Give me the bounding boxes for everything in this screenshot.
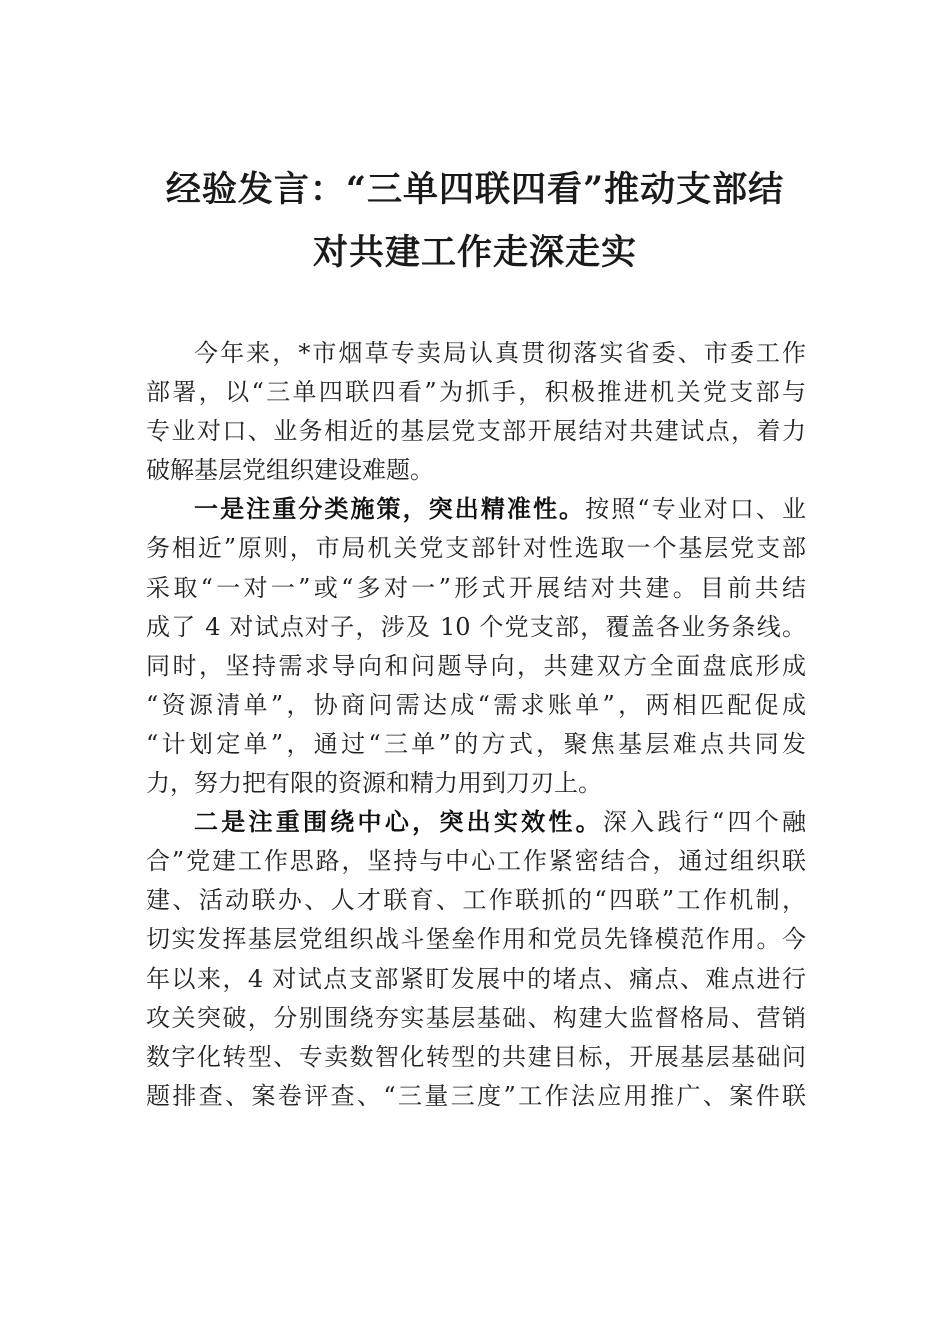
document-title-line-2: 对共建工作走深走实 (312, 232, 637, 273)
paragraph-2-line-6: “资源清单”，协商问需达成“需求账单”，两相匹配促成 (146, 690, 806, 719)
document-body (146, 334, 806, 1116)
paragraph-1-line-2: 部署，以“三单四联四看”为抓手，积极推进机关党支部与 (146, 378, 806, 407)
paragraph-3-heading: 二是注重围绕中心，突出实效性。 (194, 808, 603, 837)
paragraph-2-line-7: “计划定单”，通过“三单”的方式，聚焦基层难点共同发 (146, 729, 806, 758)
paragraph-2-line-8: 力，努力把有限的资源和精力用到刀刃上。 (146, 769, 602, 798)
paragraph-2-line-3: 采取“一对一”或“多对一”形式开展结对共建。目前共结 (146, 573, 806, 602)
paragraph-2-first-line-rest: 按照“专业对口、业 (585, 495, 806, 524)
paragraph-3-line-6: 攻关突破，分别围绕夯实基层基础、构建大监督格局、营销 (146, 1003, 806, 1032)
paragraph-1-line-1: 今年来，*市烟草专卖局认真贯彻落实省委、市委工作 (194, 339, 806, 367)
paragraph-3-line-2: 合”党建工作思路，坚持与中心工作紧密结合，通过组织联 (146, 847, 806, 876)
paragraph-1-line-4: 破解基层党组织建设难题。 (146, 456, 434, 485)
paragraph-1-line-3: 专业对口、业务相近的基层党支部开展结对共建试点，着力 (146, 417, 806, 446)
paragraph-3-line-4: 切实发挥基层党组织战斗堡垒作用和党员先锋模范作用。今 (146, 925, 806, 954)
paragraph-3-line-1 (146, 803, 806, 842)
paragraph-2-line-4: 成了 4 对试点对子，涉及 10 个党支部，覆盖各业务条线。 (146, 612, 806, 641)
paragraph-3-line-8: 题排查、案卷评查、“三量三度”工作法应用推广、案件联 (146, 1081, 806, 1110)
paragraph-3-first-line-rest: 深入践行“四个融 (602, 808, 806, 837)
document-title-line-1: 经验发言：“三单四联四看”推动支部结 (165, 169, 785, 210)
paragraph-3-line-7: 数字化转型、专卖数智化转型的共建目标，开展基层基础问 (146, 1042, 806, 1071)
paragraph-3-line-3: 建、活动联办、人才联育、工作联抓的“四联”工作机制， (146, 886, 806, 915)
paragraph-3-line-5: 年以来，4 对试点支部紧盯发展中的堵点、痛点、难点进行 (146, 964, 806, 993)
paragraph-2-line-1 (146, 490, 806, 529)
paragraph-2-line-2: 务相近”原则，市局机关党支部针对性选取一个基层党支部 (146, 534, 806, 563)
paragraph-2-heading: 一是注重分类施策，突出精准性。 (194, 495, 586, 524)
paragraph-2-line-5: 同时，坚持需求导向和问题导向，共建双方全面盘底形成 (146, 651, 806, 680)
